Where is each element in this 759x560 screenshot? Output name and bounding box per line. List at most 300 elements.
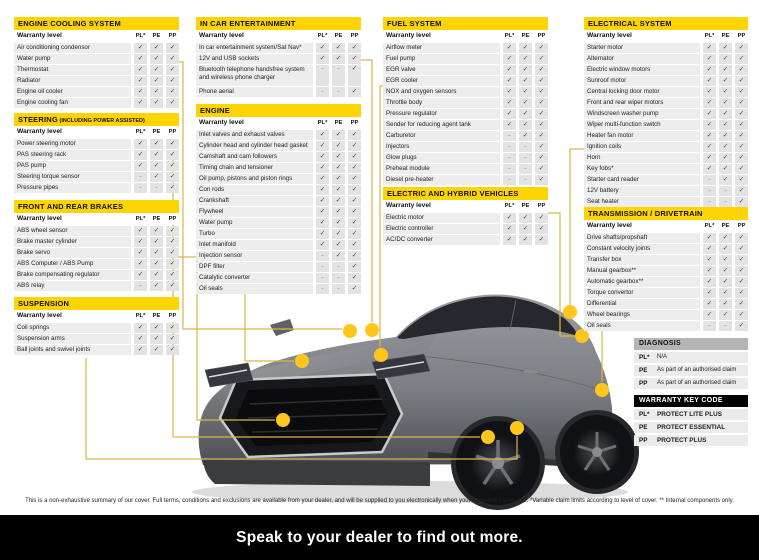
component-label: Starter card reader xyxy=(584,175,700,185)
covered-cell: ✓ xyxy=(503,76,516,86)
covered-cell: ✓ xyxy=(735,186,748,196)
covered-cell: ✓ xyxy=(348,207,361,217)
warranty-level-label: Warranty level xyxy=(196,30,313,42)
component-label: Injectors xyxy=(383,142,500,152)
covered-cell: ✓ xyxy=(703,109,716,119)
covered-cell: ✓ xyxy=(150,43,163,53)
covered-cell: ✓ xyxy=(719,175,732,185)
component-label: Starter motor xyxy=(584,43,700,53)
not-covered-cell: - xyxy=(316,251,329,261)
table-row xyxy=(14,270,179,280)
covered-cell: ✓ xyxy=(316,229,329,239)
covered-cell: ✓ xyxy=(735,76,748,86)
covered-cell: ✓ xyxy=(735,321,748,331)
not-covered-cell: - xyxy=(332,262,345,272)
table-row xyxy=(14,43,179,53)
component-label: Engine oil cooler xyxy=(14,87,131,97)
covered-cell: ✓ xyxy=(519,76,532,86)
covered-cell: ✓ xyxy=(348,284,361,294)
covered-cell: ✓ xyxy=(719,120,732,130)
table-row xyxy=(196,141,361,151)
covered-cell: ✓ xyxy=(134,237,147,247)
callout-dot-sill xyxy=(510,421,524,435)
covered-cell: ✓ xyxy=(735,109,748,119)
table-row xyxy=(383,120,548,130)
covered-cell: ✓ xyxy=(519,43,532,53)
covered-cell: ✓ xyxy=(703,142,716,152)
table-row xyxy=(14,345,179,355)
component-label: Radiator xyxy=(14,76,131,86)
warranty-key-code-legend xyxy=(634,395,748,446)
covered-cell: ✓ xyxy=(166,87,179,97)
table-title: ELECTRICAL SYSTEM xyxy=(584,17,748,30)
legend-code: PL* xyxy=(639,354,650,361)
covered-cell: ✓ xyxy=(535,76,548,86)
covered-cell: ✓ xyxy=(719,87,732,97)
covered-cell: ✓ xyxy=(348,251,361,261)
covered-cell: ✓ xyxy=(703,153,716,163)
covered-cell: ✓ xyxy=(134,334,147,344)
covered-cell: ✓ xyxy=(703,266,716,276)
table-row xyxy=(196,218,361,228)
covered-cell: ✓ xyxy=(348,218,361,228)
covered-cell: ✓ xyxy=(150,259,163,269)
legend-text: PROTECT ESSENTIAL xyxy=(657,424,726,431)
covered-cell: ✓ xyxy=(503,235,516,245)
disclaimer-text: This is a non-exhaustive summary of our cover. Full terms, conditions and exclusions are available from your dealer, and will be supplied to you electronically when your Agreement goes live. *Variable claim limits according to level of cover. ** Internal components only. xyxy=(25,498,734,504)
component-label: Torque convertor xyxy=(584,288,700,298)
covered-cell: ✓ xyxy=(719,299,732,309)
component-label: Turbo xyxy=(196,229,313,239)
level-code: PP xyxy=(166,310,179,322)
level-code: PL* xyxy=(316,117,329,129)
covered-cell: ✓ xyxy=(719,277,732,287)
table-row xyxy=(14,150,179,160)
table-row xyxy=(196,185,361,195)
table-row xyxy=(14,334,179,344)
callout-dot-grille xyxy=(276,413,290,427)
covered-cell: ✓ xyxy=(150,237,163,247)
not-covered-cell: - xyxy=(332,65,345,86)
covered-cell: ✓ xyxy=(735,120,748,130)
callout-dot-rear-quarter xyxy=(575,329,589,343)
table-title: FUEL SYSTEM xyxy=(383,17,548,30)
callout-dot-hood-right xyxy=(374,348,388,362)
covered-cell: ✓ xyxy=(150,172,163,182)
covered-cell: ✓ xyxy=(735,98,748,108)
covered-cell: ✓ xyxy=(332,207,345,217)
covered-cell: ✓ xyxy=(166,161,179,171)
table-row xyxy=(383,109,548,119)
covered-cell: ✓ xyxy=(332,141,345,151)
covered-cell: ✓ xyxy=(332,240,345,250)
level-code: PP xyxy=(735,220,748,232)
covered-cell: ✓ xyxy=(166,259,179,269)
table-row xyxy=(196,229,361,239)
covered-cell: ✓ xyxy=(503,65,516,75)
legend-code: PP xyxy=(639,437,648,444)
covered-cell: ✓ xyxy=(535,54,548,64)
covered-cell: ✓ xyxy=(150,150,163,160)
warranty-level-header-row xyxy=(584,220,748,232)
component-label: Heater fan motor xyxy=(584,131,700,141)
table-row xyxy=(584,299,748,309)
covered-cell: ✓ xyxy=(519,120,532,130)
table-row xyxy=(584,164,748,174)
not-covered-cell: - xyxy=(719,186,732,196)
level-code: PL* xyxy=(503,200,516,212)
not-covered-cell: - xyxy=(503,142,516,152)
covered-cell: ✓ xyxy=(316,218,329,228)
table-row xyxy=(14,65,179,75)
component-label: ABS Computer / ABS Pump xyxy=(14,259,131,269)
not-covered-cell: - xyxy=(503,175,516,185)
component-label: Flywheel xyxy=(196,207,313,217)
component-label: Electric window motors xyxy=(584,65,700,75)
table-electrical xyxy=(584,17,748,207)
level-code: PE xyxy=(150,213,163,225)
component-label: NOX and oxygen sensors xyxy=(383,87,500,97)
covered-cell: ✓ xyxy=(332,229,345,239)
component-label: Front and rear wiper motors xyxy=(584,98,700,108)
covered-cell: ✓ xyxy=(519,98,532,108)
covered-cell: ✓ xyxy=(519,54,532,64)
covered-cell: ✓ xyxy=(150,270,163,280)
level-code: PL* xyxy=(134,126,147,138)
component-label: Carburetor xyxy=(383,131,500,141)
covered-cell: ✓ xyxy=(719,65,732,75)
table-row xyxy=(14,87,179,97)
callout-dot-hood-left xyxy=(295,354,309,368)
covered-cell: ✓ xyxy=(332,163,345,173)
component-label: Differential xyxy=(584,299,700,309)
component-label: Brake servo xyxy=(14,248,131,258)
covered-cell: ✓ xyxy=(348,262,361,272)
covered-cell: ✓ xyxy=(150,345,163,355)
table-title: SUSPENSION xyxy=(14,297,179,310)
level-code: PL* xyxy=(703,30,716,42)
component-label: In car entertainment system/Sat Nav* xyxy=(196,43,313,53)
level-code: PL* xyxy=(503,30,516,42)
not-covered-cell: - xyxy=(519,153,532,163)
component-label: Sunroof motor xyxy=(584,76,700,86)
table-row xyxy=(383,54,548,64)
level-code: PP xyxy=(735,30,748,42)
component-label: Key fobs* xyxy=(584,164,700,174)
covered-cell: ✓ xyxy=(316,130,329,140)
covered-cell: ✓ xyxy=(735,197,748,207)
not-covered-cell: - xyxy=(134,183,147,193)
covered-cell: ✓ xyxy=(735,65,748,75)
covered-cell: ✓ xyxy=(519,87,532,97)
table-row xyxy=(196,251,361,261)
covered-cell: ✓ xyxy=(719,255,732,265)
component-label: Diesel pre-heater xyxy=(383,175,500,185)
callout-line-electrical-system xyxy=(570,149,584,305)
table-row xyxy=(584,186,748,196)
table-row xyxy=(584,54,748,64)
not-covered-cell: - xyxy=(332,87,345,97)
callout-dot-windscreen-right xyxy=(365,323,379,337)
covered-cell: ✓ xyxy=(519,65,532,75)
covered-cell: ✓ xyxy=(332,130,345,140)
component-label: Catalytic converter xyxy=(196,273,313,283)
covered-cell: ✓ xyxy=(316,152,329,162)
component-label: Wiper multi-function switch xyxy=(584,120,700,130)
warranty-level-header-row xyxy=(196,30,361,42)
not-covered-cell: - xyxy=(503,153,516,163)
table-row xyxy=(14,237,179,247)
covered-cell: ✓ xyxy=(332,43,345,53)
covered-cell: ✓ xyxy=(134,87,147,97)
warranty-level-header-row xyxy=(14,213,179,225)
table-row xyxy=(584,175,748,185)
covered-cell: ✓ xyxy=(535,87,548,97)
covered-cell: ✓ xyxy=(719,54,732,64)
table-row xyxy=(196,43,361,53)
table-brakes xyxy=(14,200,179,291)
table-row xyxy=(196,87,361,97)
component-label: Water pump xyxy=(196,218,313,228)
table-fuel xyxy=(383,17,548,185)
covered-cell: ✓ xyxy=(134,54,147,64)
covered-cell: ✓ xyxy=(703,43,716,53)
legend-row xyxy=(634,435,748,446)
table-row xyxy=(584,277,748,287)
table-row xyxy=(196,196,361,206)
table-title: ENGINE COOLING SYSTEM xyxy=(14,17,179,30)
covered-cell: ✓ xyxy=(503,224,516,234)
level-code: PP xyxy=(166,213,179,225)
covered-cell: ✓ xyxy=(348,54,361,64)
component-label: Wheel bearings xyxy=(584,310,700,320)
covered-cell: ✓ xyxy=(519,213,532,223)
covered-cell: ✓ xyxy=(316,240,329,250)
covered-cell: ✓ xyxy=(150,161,163,171)
covered-cell: ✓ xyxy=(150,139,163,149)
component-label: Manual gearbox** xyxy=(584,266,700,276)
not-covered-cell: - xyxy=(316,87,329,97)
component-label: EGR cooler xyxy=(383,76,500,86)
table-title: IN CAR ENTERTAINMENT xyxy=(196,17,361,30)
covered-cell: ✓ xyxy=(703,65,716,75)
callout-line-suspension xyxy=(86,358,517,459)
not-covered-cell: - xyxy=(316,273,329,283)
table-row xyxy=(584,266,748,276)
warranty-level-label: Warranty level xyxy=(14,30,131,42)
component-label: Pressure pipes xyxy=(14,183,131,193)
covered-cell: ✓ xyxy=(535,213,548,223)
component-label: Air conditioning condensor xyxy=(14,43,131,53)
covered-cell: ✓ xyxy=(150,76,163,86)
covered-cell: ✓ xyxy=(703,255,716,265)
covered-cell: ✓ xyxy=(535,142,548,152)
covered-cell: ✓ xyxy=(348,43,361,53)
footer-bar xyxy=(0,515,759,560)
table-row xyxy=(383,142,548,152)
table-row xyxy=(584,109,748,119)
component-label: Steering torque sensor xyxy=(14,172,131,182)
table-transmission xyxy=(584,207,748,331)
table-row xyxy=(196,65,361,86)
covered-cell: ✓ xyxy=(166,54,179,64)
table-row xyxy=(584,76,748,86)
covered-cell: ✓ xyxy=(735,233,748,243)
component-label: Constant velocity joints xyxy=(584,244,700,254)
covered-cell: ✓ xyxy=(166,281,179,291)
covered-cell: ✓ xyxy=(316,43,329,53)
covered-cell: ✓ xyxy=(316,54,329,64)
component-label: AC/DC converter xyxy=(383,235,500,245)
level-code: PL* xyxy=(134,213,147,225)
covered-cell: ✓ xyxy=(703,288,716,298)
legend-text: As part of an authorised claim xyxy=(657,367,737,373)
covered-cell: ✓ xyxy=(332,185,345,195)
table-row xyxy=(196,207,361,217)
level-code: PE xyxy=(719,30,732,42)
callout-dot-front-wheel xyxy=(481,430,495,444)
component-label: Inlet manifold xyxy=(196,240,313,250)
covered-cell: ✓ xyxy=(535,131,548,141)
table-row xyxy=(584,197,748,207)
legend-code: PE xyxy=(639,367,648,374)
table-row xyxy=(383,235,548,245)
component-label: Seat heater xyxy=(584,197,700,207)
covered-cell: ✓ xyxy=(134,270,147,280)
covered-cell: ✓ xyxy=(332,218,345,228)
table-row xyxy=(383,98,548,108)
not-covered-cell: - xyxy=(316,284,329,294)
covered-cell: ✓ xyxy=(316,163,329,173)
covered-cell: ✓ xyxy=(735,277,748,287)
level-code: PP xyxy=(535,30,548,42)
covered-cell: ✓ xyxy=(316,174,329,184)
warranty-level-label: Warranty level xyxy=(584,30,700,42)
table-row xyxy=(14,54,179,64)
table-steering xyxy=(14,113,179,193)
component-label: Crankshaft xyxy=(196,196,313,206)
level-code: PP xyxy=(166,30,179,42)
covered-cell: ✓ xyxy=(719,244,732,254)
table-row xyxy=(14,76,179,86)
not-covered-cell: - xyxy=(332,284,345,294)
table-row xyxy=(14,183,179,193)
component-label: Bluetooth telephone handsfree system and wireless phone charger xyxy=(196,65,313,86)
covered-cell: ✓ xyxy=(134,226,147,236)
covered-cell: ✓ xyxy=(166,183,179,193)
covered-cell: ✓ xyxy=(503,109,516,119)
covered-cell: ✓ xyxy=(348,152,361,162)
level-code: PE xyxy=(519,200,532,212)
table-row xyxy=(14,323,179,333)
covered-cell: ✓ xyxy=(166,98,179,108)
table-row xyxy=(383,65,548,75)
not-covered-cell: - xyxy=(719,321,732,331)
not-covered-cell: - xyxy=(316,65,329,86)
level-code: PE xyxy=(150,30,163,42)
component-label: Suspension arms xyxy=(14,334,131,344)
component-label: Ignition coils xyxy=(584,142,700,152)
covered-cell: ✓ xyxy=(703,233,716,243)
table-row xyxy=(584,131,748,141)
component-label: Glow plugs xyxy=(383,153,500,163)
not-covered-cell: - xyxy=(150,183,163,193)
covered-cell: ✓ xyxy=(735,175,748,185)
covered-cell: ✓ xyxy=(703,120,716,130)
covered-cell: ✓ xyxy=(703,244,716,254)
covered-cell: ✓ xyxy=(703,54,716,64)
covered-cell: ✓ xyxy=(348,185,361,195)
covered-cell: ✓ xyxy=(348,174,361,184)
legend-row xyxy=(634,409,748,420)
component-label: Preheat module xyxy=(383,164,500,174)
covered-cell: ✓ xyxy=(150,323,163,333)
covered-cell: ✓ xyxy=(348,65,361,86)
covered-cell: ✓ xyxy=(535,153,548,163)
not-covered-cell: - xyxy=(519,142,532,152)
component-label: Con rods xyxy=(196,185,313,195)
not-covered-cell: - xyxy=(503,164,516,174)
warranty-level-header-row xyxy=(196,117,361,129)
covered-cell: ✓ xyxy=(150,87,163,97)
legend-code: PE xyxy=(639,424,648,431)
warranty-level-header-row xyxy=(584,30,748,42)
component-label: Inlet valves and exhaust valves xyxy=(196,130,313,140)
covered-cell: ✓ xyxy=(719,109,732,119)
covered-cell: ✓ xyxy=(348,229,361,239)
covered-cell: ✓ xyxy=(503,87,516,97)
covered-cell: ✓ xyxy=(703,131,716,141)
table-row xyxy=(584,98,748,108)
component-label: Alternator xyxy=(584,54,700,64)
warranty-level-label: Warranty level xyxy=(14,213,131,225)
covered-cell: ✓ xyxy=(134,76,147,86)
warranty-level-label: Warranty level xyxy=(14,126,131,138)
component-label: Power steering motor xyxy=(14,139,131,149)
level-code: PE xyxy=(332,117,345,129)
component-label: 12V battery xyxy=(584,186,700,196)
component-label: Throttle body xyxy=(383,98,500,108)
covered-cell: ✓ xyxy=(519,109,532,119)
covered-cell: ✓ xyxy=(735,164,748,174)
not-covered-cell: - xyxy=(703,186,716,196)
component-label: Central locking door motor xyxy=(584,87,700,97)
covered-cell: ✓ xyxy=(166,172,179,182)
covered-cell: ✓ xyxy=(519,235,532,245)
covered-cell: ✓ xyxy=(535,235,548,245)
level-code: PP xyxy=(348,30,361,42)
table-row xyxy=(584,310,748,320)
covered-cell: ✓ xyxy=(719,288,732,298)
component-label: Fuel pump xyxy=(383,54,500,64)
covered-cell: ✓ xyxy=(332,196,345,206)
component-label: Oil seals xyxy=(584,321,700,331)
covered-cell: ✓ xyxy=(719,310,732,320)
covered-cell: ✓ xyxy=(535,224,548,234)
covered-cell: ✓ xyxy=(150,65,163,75)
table-row xyxy=(14,248,179,258)
covered-cell: ✓ xyxy=(166,150,179,160)
covered-cell: ✓ xyxy=(166,76,179,86)
covered-cell: ✓ xyxy=(134,43,147,53)
component-label: 12V and USB sockets xyxy=(196,54,313,64)
component-label: PAS pump xyxy=(14,161,131,171)
table-row xyxy=(196,240,361,250)
covered-cell: ✓ xyxy=(735,299,748,309)
component-label: ABS relay xyxy=(14,281,131,291)
component-label: Electric controller xyxy=(383,224,500,234)
component-label: EGR valve xyxy=(383,65,500,75)
